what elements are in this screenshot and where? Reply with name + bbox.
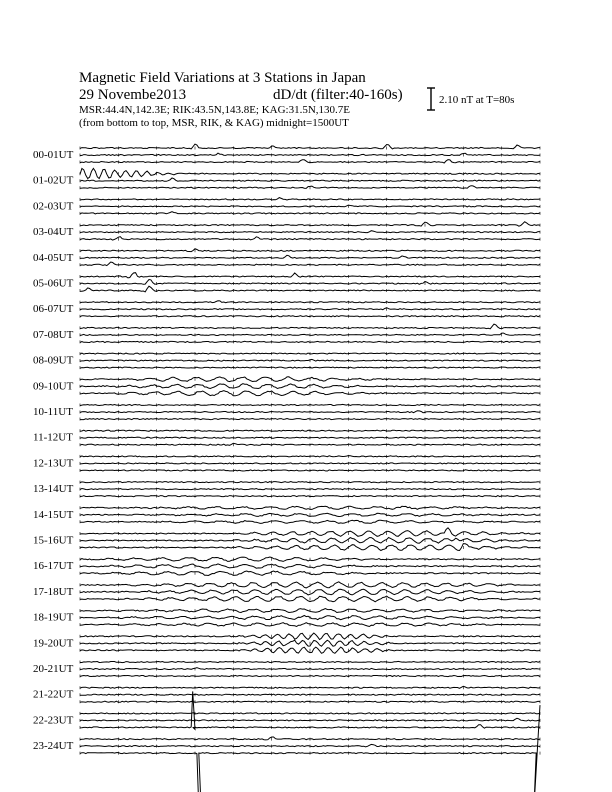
chart-date: 29 Novembe2013 [79,87,187,103]
hour-label-12-13UT: 12-13UT [33,457,74,470]
hour-label-19-20UT: 19-20UT [33,637,74,650]
hour-label-02-03UT: 02-03UT [33,200,74,213]
chart-title: Magnetic Field Variations at 3 Stations in Japan [79,70,366,86]
hour-label-13-14UT: 13-14UT [33,483,74,496]
hour-label-03-04UT: 03-04UT [33,226,74,239]
hour-label-08-09UT: 08-09UT [33,354,74,367]
hour-label-22-23UT: 22-23UT [33,714,74,727]
hour-label-17-18UT: 17-18UT [33,585,74,598]
trace-23-24UT-MSR [80,705,540,792]
hour-label-20-21UT: 20-21UT [33,663,74,675]
hour-label-21-22UT: 21-22UT [33,688,74,701]
hour-label-18-19UT: 18-19UT [33,611,74,624]
hour-label-00-01UT: 00-01UT [33,149,74,161]
data-type-label: dD/dt (filter:40-160s) [273,87,403,103]
hour-label-14-15UT: 14-15UT [33,508,74,521]
hour-label-07-08UT: 07-08UT [33,328,74,341]
hour-label-01-02UT: 01-02UT [33,174,74,187]
hour-label-23-24UT: 23-24UT [33,740,74,753]
hour-label-06-07UT: 06-07UT [33,303,74,316]
hour-label-04-05UT: 04-05UT [33,251,74,264]
trace-22-23UT-MSR [80,691,540,729]
station-order-note: (from bottom to top, MSR, RIK, & KAG) midnight=1500UT [79,117,349,129]
hour-label-09-10UT: 09-10UT [33,380,74,393]
hour-label-05-06UT: 05-06UT [33,277,74,290]
hour-label-10-11UT: 10-11UT [33,406,73,418]
hour-label-15-16UT: 15-16UT [33,534,74,547]
hour-label-16-17UT: 16-17UT [33,560,74,573]
scale-bar-label: 2.10 nT at T=80s [439,94,515,106]
station-coordinates: MSR:44.4N,142.3E; RIK:43.5N,143.8E; KAG:31.5N,130.7E [79,104,351,116]
hour-label-11-12UT: 11-12UT [33,431,73,444]
